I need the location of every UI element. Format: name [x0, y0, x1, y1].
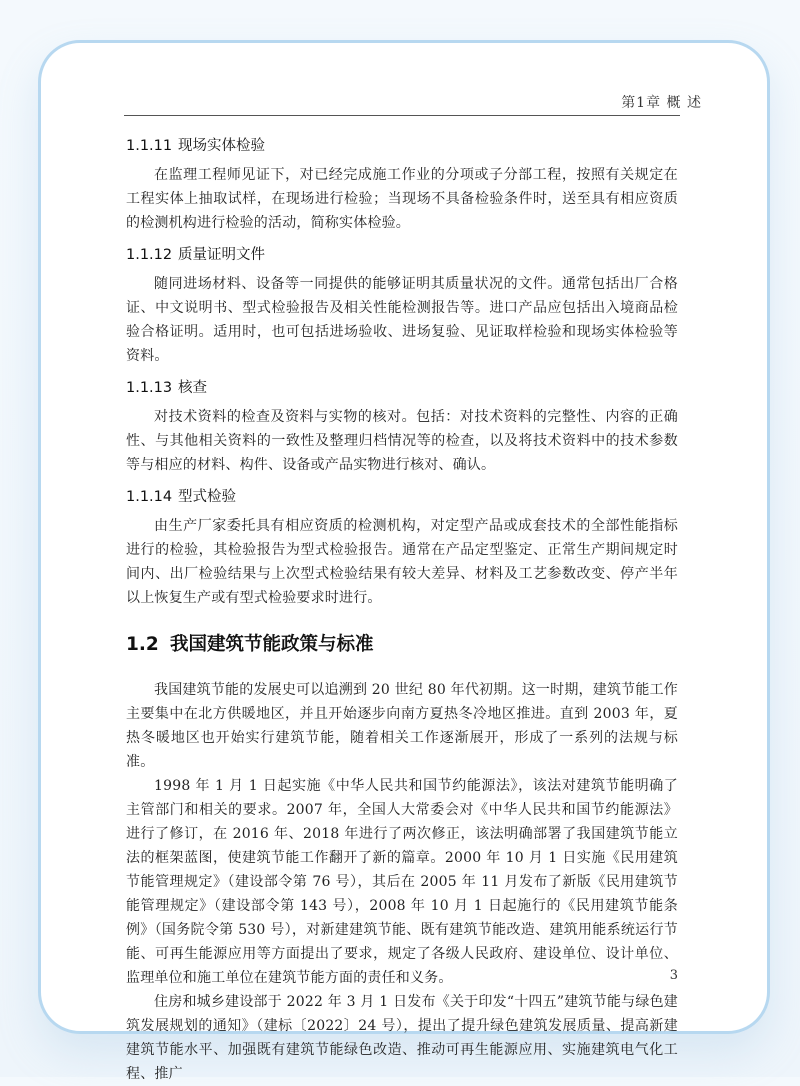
page-number: 3 — [669, 968, 678, 983]
section-heading — [126, 485, 678, 506]
paragraph: 随同进场材料、设备等一同提供的能够证明其质量状况的文件。通常包括出厂合格证、中文说明书、型式检验报告及相关性能检测报告等。进口产品应包括出入境商品检验合格证明。适用时，也可包括进场验收、进场复验、见证取样检验和现场实体检验等资料。 — [126, 276, 678, 364]
header-rule — [124, 115, 680, 116]
paragraph: 我国建筑节能的发展史可以追溯到 20 世纪 80 年代初期。这一时期，建筑节能工作主要集中在北方供暖地区，并且开始逐步向南方夏热冬冷地区推进。直到 2003 年，夏热冬暖地区也开始实行建筑节能，随着相关工作逐渐展开，形成了一系列的法规与标准。 — [126, 682, 678, 770]
section-heading — [126, 134, 678, 155]
paragraph: 住房和城乡建设部于 2022 年 3 月 1 日发布《关于印发“十四五”建筑节能与绿色建筑发展规划的通知》（建标〔2022〕24 号），提出了提升绿色建筑发展质量、提高新建建筑节能水平、加强既有建筑节能绿色改造、推动可再生能源应用、实施建筑电气化工程、推广 — [126, 994, 678, 1082]
running-header: 第1章 概 述 — [621, 95, 702, 111]
paragraph: 由生产厂家委托具有相应资质的检测机构，对定型产品或成套技术的全部性能指标进行的检验，其检验报告为型式检验报告。通常在产品定型鉴定、正常生产期间规定时间内、出厂检验结果与上次型式检验结果有较大差异、材料及工艺参数改变、停产半年以上恢复生产或有型式检验要求时进行。 — [126, 518, 678, 606]
section-1-1-14 — [126, 485, 678, 610]
section-number: 1.1.13 — [126, 380, 173, 396]
paragraph: 1998 年 1 月 1 日起实施《中华人民共和国节约能源法》，该法对建筑节能明确了主管部门和相关的要求。2007 年，全国人大常委会对《中华人民共和国节约能源法》进行了修订，在 2016 年、2018 年进行了两次修正，该法明确部署了我国建筑节能立法的框架蓝图，使建筑节能工作翻开了新的篇章。2000 年 10 月 1 日实施《民用建筑节能管理规定》（建设部令第 76 号），其后在 2005 年 11 月发布了新版《民用建筑节能管理规定》（建设部令第 143 号），2008 年 10 月 1 日起施行的《民用建筑节能条例》（国务院令第 530 号），对新建建筑节能、既有建筑节能改造、建筑用能系统运行节能、可再生能源应用等方面提出了要求，规定了各级人民政府、建设单位、设计单位、监理单位和施工单位在建筑节能方面的责任和义务。 — [126, 778, 678, 986]
section-title: 型式检验 — [178, 489, 236, 505]
section-number: 1.1.14 — [126, 489, 173, 505]
section-number: 1.1.11 — [126, 138, 173, 154]
section-title: 核查 — [178, 380, 207, 396]
section-1-1-12 — [126, 243, 678, 368]
section-title: 现场实体检验 — [178, 138, 265, 154]
section-title: 质量证明文件 — [178, 247, 265, 263]
page-content — [126, 126, 678, 1086]
paragraph: 对技术资料的检查及资料与实物的核对。包括：对技术资料的完整性、内容的正确性、与其他相关资料的一致性及整理归档情况等的检查，以及将技术资料中的技术参数等与相应的材料、构件、设备或产品实物进行核对、确认。 — [126, 409, 678, 473]
section-1-1-11 — [126, 134, 678, 235]
chapter-section-number: 1.2 — [126, 634, 159, 655]
section-1-1-13 — [126, 376, 678, 477]
section-number: 1.1.12 — [126, 247, 173, 263]
section-heading — [126, 376, 678, 397]
chapter-section-title: 我国建筑节能政策与标准 — [170, 634, 374, 655]
paragraph: 在监理工程师见证下，对已经完成施工作业的分项或子分部工程，按照有关规定在工程实体上抽取试样，在现场进行检验；当现场不具备检验条件时，送至具有相应资质的检测机构进行检验的活动，简称实体检验。 — [126, 167, 678, 231]
chapter-section-heading — [126, 630, 678, 656]
section-heading — [126, 243, 678, 264]
